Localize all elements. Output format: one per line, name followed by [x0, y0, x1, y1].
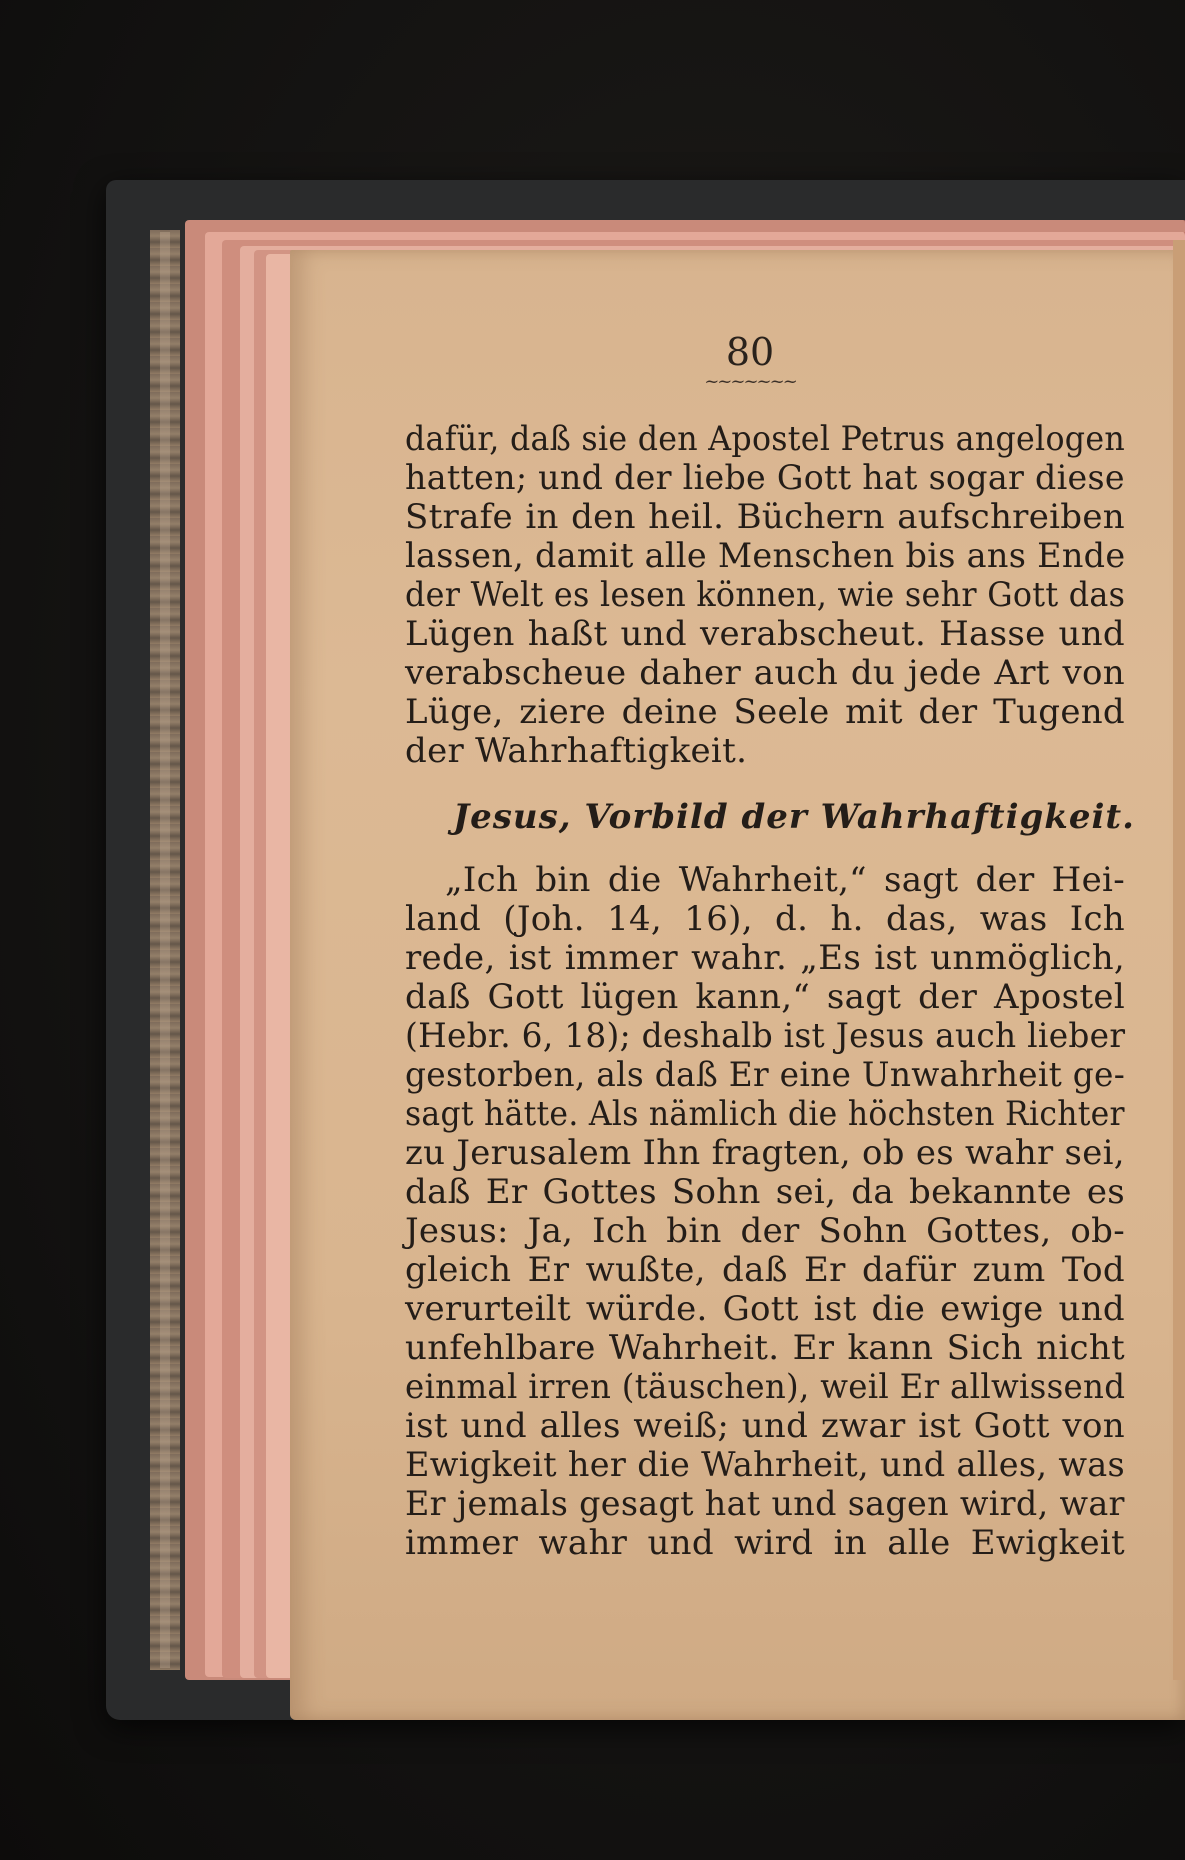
text-line: lassen, damit alle Menschen bis ans Ende	[405, 536, 1126, 576]
text-line: Er jemals gesagt hat und sagen wird, war	[405, 1484, 1125, 1524]
spine-highlight	[160, 232, 170, 1668]
paragraph-2	[405, 861, 1125, 1563]
text-line: immer wahr und wird in alle Ewigkeit	[405, 1523, 1125, 1563]
page-text	[405, 419, 1135, 1563]
text-line: hatten; und der liebe Gott hat sogar diese	[405, 458, 1125, 498]
text-line: Lügen haßt und verabscheut. Hasse und	[405, 614, 1125, 654]
paragraph-1	[405, 420, 1125, 771]
facing-page-edge	[1173, 240, 1185, 1680]
text-line: daß Gott lügen kann,“ sagt der Apostel	[405, 977, 1125, 1017]
text-line: (Hebr. 6, 18); deshalb ist Jesus auch lieber	[405, 1016, 1126, 1056]
text-line: dafür, daß sie den Apostel Petrus angelogen	[405, 419, 1126, 459]
page-number-ornament: ~~~~~~~	[704, 371, 796, 392]
text-line: land (Joh. 14, 16), d. h. das, was Ich	[405, 899, 1125, 939]
text-line: unfehlbare Wahrheit. Er kann Sich nicht	[405, 1328, 1125, 1368]
text-line: ist und alles weiß; und zwar ist Gott von	[405, 1406, 1125, 1446]
text-line: sagt hätte. Als nämlich die höchsten Richter	[405, 1094, 1125, 1134]
text-line: verabscheue daher auch du jede Art von	[405, 653, 1125, 693]
section-heading: Jesus, Vorbild der Wahrhaftigkeit.	[453, 797, 1135, 837]
text-line: der Welt es lesen können, wie sehr Gott das	[405, 575, 1126, 615]
text-line: verurteilt würde. Gott ist die ewige und	[405, 1289, 1125, 1329]
text-line: zu Jerusalem Ihn fragten, ob es wahr sei,	[405, 1133, 1125, 1173]
text-line: einmal irren (täuschen), weil Er allwissend	[405, 1367, 1126, 1407]
text-line: „Ich bin die Wahrheit,“ sagt der Hei-	[445, 860, 1125, 900]
text-line: gestorben, als daß Er eine Unwahrheit ge-	[405, 1055, 1126, 1095]
text-line: der Wahrhaftigkeit.	[405, 731, 748, 771]
text-line: rede, ist immer wahr. „Es ist unmöglich,	[405, 938, 1125, 978]
text-line: Strafe in den heil. Büchern aufschreiben	[405, 497, 1125, 537]
text-line: Ewigkeit her die Wahrheit, und alles, was	[405, 1445, 1126, 1485]
text-line: daß Er Gottes Sohn sei, da bekannte es	[405, 1172, 1125, 1212]
page-number: 80	[725, 330, 775, 374]
text-line: Lüge, ziere deine Seele mit der Tugend	[405, 692, 1125, 732]
text-line: gleich Er wußte, daß Er dafür zum Tod	[405, 1250, 1125, 1290]
text-line: Jesus: Ja, Ich bin der Sohn Gottes, ob-	[405, 1211, 1125, 1251]
